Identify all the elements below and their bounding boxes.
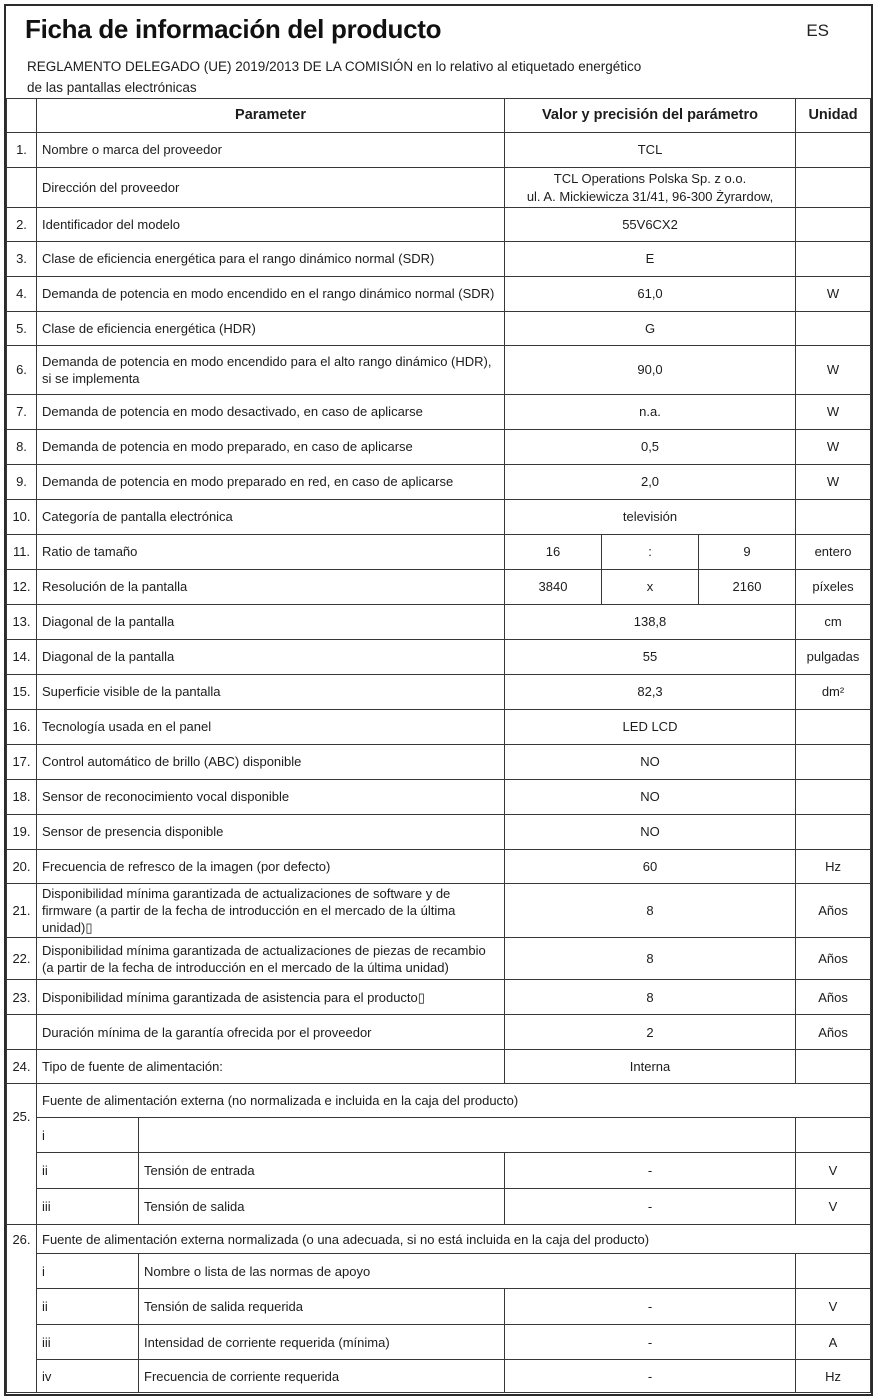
parameter-label: Diagonal de la pantalla — [37, 640, 505, 675]
parameter-label: Disponibilidad mínima garantizada de actualizaciones de piezas de recambio (a partir de la fecha de introducción en el mercado de la última unidad) — [37, 938, 505, 980]
parameter-value: 60 — [505, 850, 796, 884]
table-row — [7, 938, 871, 980]
row-number: 1. — [7, 133, 37, 168]
page-title: Ficha de información del producto — [25, 14, 442, 44]
unit-label: W — [796, 346, 871, 395]
table-row — [7, 465, 871, 500]
title-bar — [6, 6, 871, 98]
parameter-label: Intensidad de corriente requerida (mínima) — [139, 1325, 505, 1360]
parameter-label: Diagonal de la pantalla — [37, 605, 505, 640]
table-row — [7, 500, 871, 535]
parameter-value: 2,0 — [505, 465, 796, 500]
parameter-value: - — [505, 1289, 796, 1325]
subrow-index: ii — [37, 1153, 139, 1189]
header-parameter: Parameter — [37, 99, 505, 133]
parameter-value: 82,3 — [505, 675, 796, 710]
table-subrow — [7, 1254, 871, 1289]
subrow-index: iii — [37, 1325, 139, 1360]
unit-label — [796, 208, 871, 242]
subrow-index: iii — [37, 1189, 139, 1225]
table-row — [7, 208, 871, 242]
row-number: 5. — [7, 312, 37, 346]
unit-label: W — [796, 430, 871, 465]
parameter-label: Control automático de brillo (ABC) disponible — [37, 745, 505, 780]
language-code: ES — [806, 21, 829, 40]
parameter-value: NO — [505, 780, 796, 815]
parameter-value: LED LCD — [505, 710, 796, 745]
unit-label — [796, 710, 871, 745]
parameter-label: Ratio de tamaño — [37, 535, 505, 570]
ratio-width-value: 16 — [505, 535, 602, 570]
parameter-value: 8 — [505, 938, 796, 980]
parameter-value — [505, 168, 796, 208]
table-row — [7, 395, 871, 430]
parameter-label: Dirección del proveedor — [37, 168, 505, 208]
parameter-value: - — [505, 1360, 796, 1393]
unit-label — [796, 1254, 871, 1289]
row-number: 19. — [7, 815, 37, 850]
table-group-header-row — [7, 1225, 871, 1254]
unit-label: W — [796, 465, 871, 500]
unit-label: Años — [796, 938, 871, 980]
parameter-label: Frecuencia de corriente requerida — [139, 1360, 505, 1393]
parameter-label: Nombre o lista de las normas de apoyo — [139, 1254, 796, 1289]
row-number: 9. — [7, 465, 37, 500]
unit-label — [796, 1050, 871, 1084]
row-number: 22. — [7, 938, 37, 980]
parameter-label: Categoría de pantalla electrónica — [37, 500, 505, 535]
table-row — [7, 884, 871, 938]
unit-label: V — [796, 1153, 871, 1189]
parameter-value: televisión — [505, 500, 796, 535]
table-subrow — [7, 1360, 871, 1393]
parameter-value: - — [505, 1325, 796, 1360]
table-row — [7, 850, 871, 884]
table-row — [7, 535, 871, 570]
resolution-height-value: 2160 — [699, 570, 796, 605]
unit-label — [796, 500, 871, 535]
table-row — [7, 242, 871, 277]
product-fiche-page — [4, 4, 873, 1396]
parameter-label: Demanda de potencia en modo preparado, en caso de aplicarse — [37, 430, 505, 465]
ratio-separator: : — [602, 535, 699, 570]
unit-label: Años — [796, 1015, 871, 1050]
unit-label — [796, 242, 871, 277]
table-row — [7, 430, 871, 465]
parameter-label: Demanda de potencia en modo desactivado, en caso de aplicarse — [37, 395, 505, 430]
unit-label: Hz — [796, 1360, 871, 1393]
row-number: 11. — [7, 535, 37, 570]
parameter-value: E — [505, 242, 796, 277]
table-row — [7, 570, 871, 605]
parameter-value: NO — [505, 745, 796, 780]
row-number: 7. — [7, 395, 37, 430]
regulation-subtitle-line1: REGLAMENTO DELEGADO (UE) 2019/2013 DE LA COMISIÓN en lo relativo al etiquetado energético — [27, 59, 642, 74]
parameter-label: Tensión de salida — [139, 1189, 505, 1225]
row-number: 20. — [7, 850, 37, 884]
row-number: 2. — [7, 208, 37, 242]
row-number: 15. — [7, 675, 37, 710]
parameter-value: 2 — [505, 1015, 796, 1050]
unit-label: Hz — [796, 850, 871, 884]
table-row — [7, 133, 871, 168]
row-number — [7, 168, 37, 208]
parameter-label: Clase de eficiencia energética (HDR) — [37, 312, 505, 346]
parameter-label: Tensión de entrada — [139, 1153, 505, 1189]
header-value: Valor y precisión del parámetro — [505, 99, 796, 133]
unit-label — [796, 1118, 871, 1153]
header-unit: Unidad — [796, 99, 871, 133]
regulation-subtitle-line2: de las pantallas electrónicas — [27, 80, 197, 95]
unit-label: píxeles — [796, 570, 871, 605]
parameter-value: 8 — [505, 980, 796, 1015]
table-subrow — [7, 1289, 871, 1325]
row-number: 6. — [7, 346, 37, 395]
subrow-index: ii — [37, 1289, 139, 1325]
table-row — [7, 168, 871, 208]
parameter-value: 0,5 — [505, 430, 796, 465]
subrow-index: i — [37, 1118, 139, 1153]
group-header-label: Fuente de alimentación externa (no normalizada e incluida en la caja del producto) — [37, 1084, 871, 1118]
parameter-label: Frecuencia de refresco de la imagen (por defecto) — [37, 850, 505, 884]
unit-label: W — [796, 277, 871, 312]
parameter-label: Disponibilidad mínima garantizada de asistencia para el producto▯ — [37, 980, 505, 1015]
unit-label — [796, 815, 871, 850]
unit-label — [796, 168, 871, 208]
parameter-value: n.a. — [505, 395, 796, 430]
unit-label: A — [796, 1325, 871, 1360]
parameter-label: Disponibilidad mínima garantizada de actualizaciones de software y de firmware (a partir de la fecha de introducción en el mercado de la última unidad)▯ — [37, 884, 505, 938]
parameter-label: Sensor de reconocimiento vocal disponible — [37, 780, 505, 815]
row-number: 21. — [7, 884, 37, 938]
parameter-value: Interna — [505, 1050, 796, 1084]
row-number: 26. — [7, 1225, 37, 1393]
table-group-header-row — [7, 1084, 871, 1118]
unit-label: pulgadas — [796, 640, 871, 675]
unit-label: V — [796, 1189, 871, 1225]
subrow-index: i — [37, 1254, 139, 1289]
unit-label — [796, 133, 871, 168]
parameter-label: Superficie visible de la pantalla — [37, 675, 505, 710]
parameter-label: Resolución de la pantalla — [37, 570, 505, 605]
parameter-label — [139, 1118, 796, 1153]
table-row — [7, 980, 871, 1015]
row-number: 13. — [7, 605, 37, 640]
table-row — [7, 312, 871, 346]
table-subrow — [7, 1153, 871, 1189]
unit-label — [796, 780, 871, 815]
table-row — [7, 640, 871, 675]
parameter-label: Identificador del modelo — [37, 208, 505, 242]
table-subrow — [7, 1325, 871, 1360]
table-row — [7, 346, 871, 395]
unit-label — [796, 745, 871, 780]
parameter-label: Tipo de fuente de alimentación: — [37, 1050, 505, 1084]
parameter-value: NO — [505, 815, 796, 850]
row-number: 10. — [7, 500, 37, 535]
table-row — [7, 675, 871, 710]
unit-label: cm — [796, 605, 871, 640]
parameter-value: 61,0 — [505, 277, 796, 312]
regulation-subtitle — [27, 56, 641, 98]
group-header-label: Fuente de alimentación externa normalizada (o una adecuada, si no está incluida en la caja del producto) — [37, 1225, 871, 1254]
unit-label: W — [796, 395, 871, 430]
resolution-separator: x — [602, 570, 699, 605]
row-number: 12. — [7, 570, 37, 605]
resolution-width-value: 3840 — [505, 570, 602, 605]
parameter-value: 90,0 — [505, 346, 796, 395]
unit-label: entero — [796, 535, 871, 570]
header-number-cell — [7, 99, 37, 133]
table-row — [7, 780, 871, 815]
parameter-label: Tecnología usada en el panel — [37, 710, 505, 745]
row-number: 4. — [7, 277, 37, 312]
parameter-label: Sensor de presencia disponible — [37, 815, 505, 850]
row-number: 25. — [7, 1084, 37, 1225]
row-number — [7, 1015, 37, 1050]
parameter-label: Tensión de salida requerida — [139, 1289, 505, 1325]
parameter-label: Nombre o marca del proveedor — [37, 133, 505, 168]
parameter-label: Demanda de potencia en modo preparado en red, en caso de aplicarse — [37, 465, 505, 500]
row-number: 24. — [7, 1050, 37, 1084]
ratio-height-value: 9 — [699, 535, 796, 570]
row-number: 8. — [7, 430, 37, 465]
product-info-table — [6, 98, 871, 1393]
table-row — [7, 745, 871, 780]
unit-label: Años — [796, 884, 871, 938]
unit-label — [796, 312, 871, 346]
unit-label: Años — [796, 980, 871, 1015]
row-number: 23. — [7, 980, 37, 1015]
parameter-value: - — [505, 1153, 796, 1189]
parameter-value: 55 — [505, 640, 796, 675]
parameter-value: 138,8 — [505, 605, 796, 640]
parameter-label: Demanda de potencia en modo encendido para el alto rango dinámico (HDR), si se implementa — [37, 346, 505, 395]
subrow-index: iv — [37, 1360, 139, 1393]
row-number: 17. — [7, 745, 37, 780]
parameter-value: - — [505, 1189, 796, 1225]
parameter-label: Demanda de potencia en modo encendido en el rango dinámico normal (SDR) — [37, 277, 505, 312]
table-subrow — [7, 1189, 871, 1225]
parameter-value: 55V6CX2 — [505, 208, 796, 242]
unit-label: dm² — [796, 675, 871, 710]
unit-label: V — [796, 1289, 871, 1325]
parameter-label: Duración mínima de la garantía ofrecida por el proveedor — [37, 1015, 505, 1050]
row-number: 3. — [7, 242, 37, 277]
parameter-value: G — [505, 312, 796, 346]
row-number: 18. — [7, 780, 37, 815]
table-row — [7, 277, 871, 312]
parameter-label: Clase de eficiencia energética para el rango dinámico normal (SDR) — [37, 242, 505, 277]
table-row — [7, 710, 871, 745]
table-row — [7, 1015, 871, 1050]
table-row — [7, 815, 871, 850]
row-number: 14. — [7, 640, 37, 675]
parameter-value: TCL — [505, 133, 796, 168]
address-line2: ul. A. Mickiewicza 31/41, 96-300 Żyrardow, — [526, 188, 774, 204]
table-row — [7, 1050, 871, 1084]
parameter-value: 8 — [505, 884, 796, 938]
table-subrow — [7, 1118, 871, 1153]
table-header-row — [7, 99, 871, 133]
table-row — [7, 605, 871, 640]
address-line1: TCL Operations Polska Sp. z o.o. — [553, 171, 747, 187]
row-number: 16. — [7, 710, 37, 745]
